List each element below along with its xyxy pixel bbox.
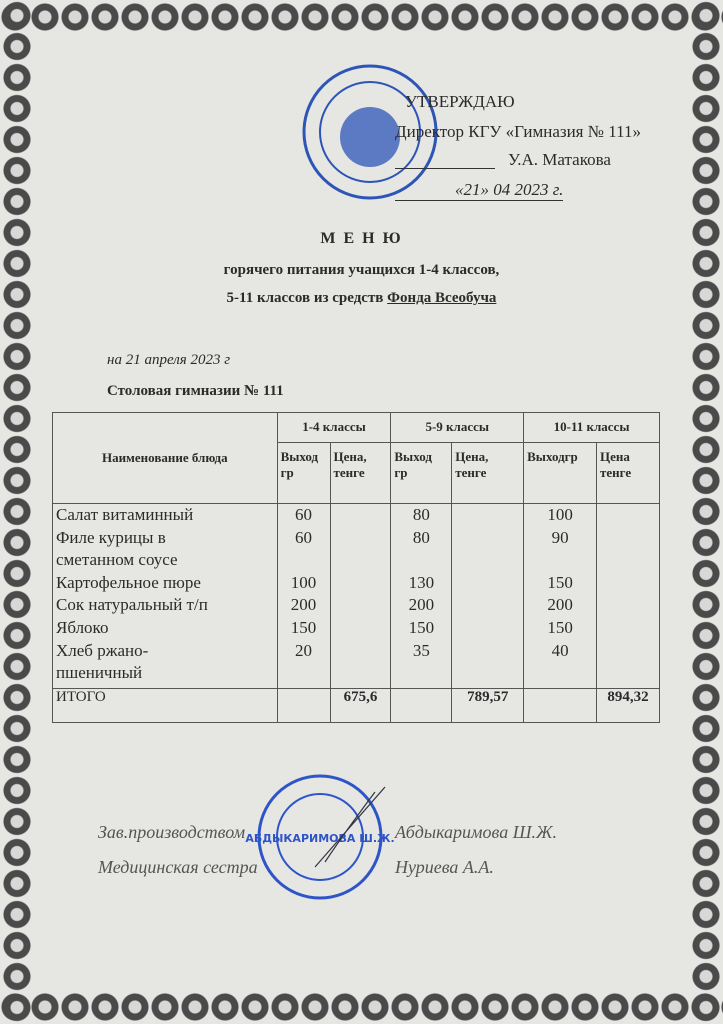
output-value: 35	[412, 640, 430, 660]
dish: Хлеб ржано-пшеничный	[56, 640, 149, 683]
sub-header: Цена, тенге	[330, 443, 391, 504]
output-value: 80	[412, 527, 430, 547]
total-10-11: 894,32	[597, 689, 660, 723]
dish: Филе курицы в сметанном соусе	[56, 527, 178, 570]
table-body-row	[53, 504, 660, 689]
menu-subtitle-2	[0, 290, 723, 307]
output-10-11	[524, 504, 597, 689]
output-values	[527, 504, 593, 662]
sub-header: Выход гр	[277, 443, 330, 504]
empty-cell	[524, 689, 597, 723]
svg-text:АБДЫКАРИМОВА Ш.Ж.: АБДЫКАРИМОВА Ш.Ж.	[245, 832, 395, 845]
director-name: У.А. Матакова	[508, 150, 611, 169]
output-value: 150	[290, 617, 317, 637]
output-value: 60	[295, 505, 313, 524]
output-value: 200	[408, 595, 435, 615]
output-value: 80	[412, 505, 430, 524]
total-5-9: 789,57	[452, 689, 524, 723]
price-10-11	[597, 504, 660, 689]
dish: Картофельное пюре	[56, 572, 201, 592]
total-1-4: 675,6	[330, 689, 391, 723]
nurse-label: Медицинская сестра	[98, 857, 258, 877]
total-row	[53, 689, 660, 723]
empty-cell	[277, 689, 330, 723]
dish: Яблоко	[56, 617, 109, 637]
output-value: 150	[408, 617, 435, 637]
subtitle-prefix: 5-11 классов из средств	[226, 290, 388, 306]
decorative-border-top	[0, 0, 723, 34]
approve-label: УТВЕРЖДАЮ	[405, 92, 515, 111]
sub-header: Цена, тенге	[452, 443, 524, 504]
fund-name: Фонда Всеобуча	[387, 290, 497, 306]
output-value: 90	[551, 527, 569, 547]
canteen-name: Столовая гимназии № 111	[107, 383, 284, 399]
approval-date: «21» 04 2023 г.	[395, 180, 563, 201]
empty-cell	[391, 689, 452, 723]
output-value	[394, 549, 448, 572]
output-values	[281, 504, 327, 662]
sub-header: Выходгр	[524, 443, 597, 504]
group-header: 1-4 классы	[277, 413, 391, 443]
output-value: 20	[295, 640, 313, 660]
decorative-border-left	[0, 0, 34, 1024]
output-value	[281, 549, 327, 572]
output-value: 100	[290, 572, 317, 592]
output-value: 100	[547, 505, 573, 524]
seal-stamp	[245, 772, 395, 902]
menu-date: на 21 апреля 2023 г	[107, 352, 231, 368]
decorative-border-bottom	[0, 990, 723, 1024]
dish-name-header: Наименование блюда	[53, 413, 278, 504]
menu-subtitle-1: горячего питания учащихся 1-4 классов,	[223, 262, 500, 278]
production-head-name: Абдыкаримова Ш.Ж.	[395, 822, 557, 842]
production-head-label: Зав.производством	[98, 822, 246, 842]
output-value: 150	[547, 572, 573, 592]
group-header: 5-9 классы	[391, 413, 524, 443]
output-value: 200	[547, 595, 573, 615]
signature-line	[395, 150, 495, 169]
total-label: ИТОГО	[53, 689, 278, 723]
price-5-9	[452, 504, 524, 689]
output-5-9	[391, 504, 452, 689]
dish-list	[53, 504, 278, 689]
output-value: 200	[290, 595, 317, 615]
sub-header: Цена тенге	[597, 443, 660, 504]
table-header-row	[53, 413, 660, 443]
group-header: 10-11 классы	[524, 413, 660, 443]
nurse-name: Нуриева А.А.	[395, 857, 494, 877]
output-values	[394, 504, 448, 662]
sub-header: Выход гр	[391, 443, 452, 504]
decorative-border-right	[689, 0, 723, 1024]
price-1-4	[330, 504, 391, 689]
dish: Сок натуральный т/п	[56, 595, 208, 615]
menu-table	[52, 412, 660, 723]
output-value: 130	[408, 572, 435, 592]
menu-title: М Е Н Ю	[320, 230, 403, 247]
director-title: Директор КГУ «Гимназия № 111»	[395, 122, 641, 141]
dish: Салат витаминный	[56, 505, 194, 524]
output-value: 40	[551, 640, 569, 660]
output-value: 150	[547, 617, 573, 637]
output-value: 60	[295, 527, 313, 547]
output-1-4	[277, 504, 330, 689]
output-value	[527, 549, 593, 572]
